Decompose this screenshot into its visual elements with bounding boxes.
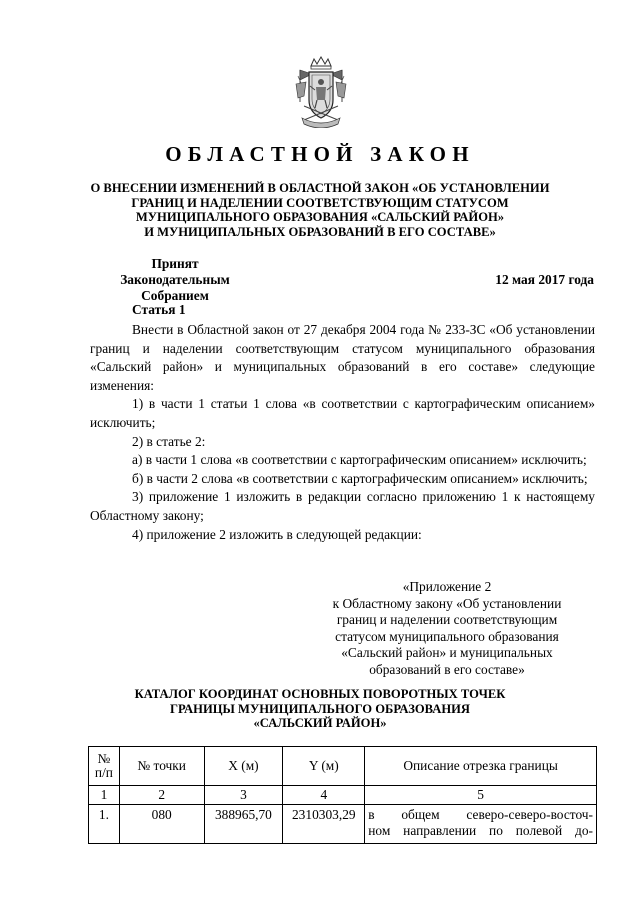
appendix-line: к Областному закону «Об установлении [332, 595, 562, 611]
subject-line: И МУНИЦИПАЛЬНЫХ ОБРАЗОВАНИЙ В ЕГО СОСТАВЕ» [144, 224, 496, 239]
row-point: 080 [119, 805, 204, 844]
paragraph: Внести в Областной закон от 27 декабря 2004 года № 233-ЗС «Об установлении границ и наделении соответствующим статусом муниципального образования «Сальский район» и муниципальных образований в его составе» следующие изменения: [90, 322, 595, 393]
column-number: 2 [119, 786, 204, 805]
table-header-row [89, 747, 597, 786]
row-x: 388965,70 [204, 805, 283, 844]
adopted-by [90, 256, 260, 304]
paragraph: 4) приложение 2 изложить в следующей редакции: [132, 526, 422, 542]
subject-line: МУНИЦИПАЛЬНОГО ОБРАЗОВАНИЯ «САЛЬСКИЙ РАЙОН» [135, 210, 505, 225]
appendix-caption [312, 579, 582, 679]
catalog-line: КАТАЛОГ КООРДИНАТ ОСНОВНЫХ ПОВОРОТНЫХ ТОЧЕК [134, 687, 506, 701]
appendix-line: границ и наделении соответствующим [336, 612, 558, 628]
coat-of-arms-icon [294, 56, 348, 128]
law-title: ОБЛАСТНОЙ ЗАКОН [165, 142, 475, 166]
appendix-line: «Сальский район» и муниципальных [341, 645, 553, 661]
header-num [89, 747, 120, 786]
row-y: 2310303,29 [283, 805, 365, 844]
article-body [90, 321, 595, 544]
header-y: Y (м) [283, 747, 365, 786]
appendix-line: образований в его составе» [369, 661, 525, 677]
catalog-line: «САЛЬСКИЙ РАЙОН» [253, 716, 387, 731]
description-line: в общем северо-северо-восточ- [368, 807, 593, 822]
adopted-body: Законодательным Собранием [120, 272, 230, 303]
table-row [89, 805, 597, 844]
header-description: Описание отрезка границы [365, 747, 597, 786]
appendix-line: «Приложение 2 [402, 579, 492, 594]
adopted-label: Принят [151, 256, 199, 271]
paragraph: б) в части 2 слова «в соответствии с картографическим описанием» исключить; [132, 470, 588, 486]
subject-line: О ВНЕСЕНИИ ИЗМЕНЕНИЙ В ОБЛАСТНОЙ ЗАКОН «ОБ УСТАНОВЛЕНИИ [90, 181, 550, 195]
catalog-title [130, 687, 510, 731]
table-column-numbers-row [89, 786, 597, 805]
column-number: 1 [89, 786, 120, 805]
coordinates-table [88, 746, 597, 844]
law-subject [88, 181, 552, 239]
paragraph: 3) приложение 1 изложить в редакции согласно приложению 1 к настоящему Областному закону; [90, 489, 595, 523]
row-num: 1. [89, 805, 120, 844]
header-x: X (м) [204, 747, 283, 786]
description-line: ном направлении по полевой до- [368, 823, 593, 838]
header-point: № точки [119, 747, 204, 786]
paragraph: 2) в статье 2: [132, 433, 206, 449]
catalog-line: ГРАНИЦЫ МУНИЦИПАЛЬНОГО ОБРАЗОВАНИЯ [169, 701, 471, 716]
subject-line: ГРАНИЦ И НАДЕЛЕНИИ СООТВЕТСТВУЮЩИМ СТАТУСОМ [131, 195, 509, 210]
appendix-line: статусом муниципального образования [335, 628, 559, 644]
column-number: 4 [283, 786, 365, 805]
paragraph: 1) в части 1 статьи 1 слова «в соответствии с картографическим описанием» исключить; [90, 396, 595, 430]
article-heading: Статья 1 [132, 302, 186, 317]
header-num-abbr: п/п [94, 765, 113, 780]
row-description [365, 805, 597, 844]
header-num-symbol: № [97, 751, 111, 766]
adoption-date: 12 мая 2017 года [495, 272, 594, 287]
paragraph: а) в части 1 слова «в соответствии с картографическим описанием» исключить; [132, 452, 587, 468]
column-number: 3 [204, 786, 283, 805]
column-number: 5 [365, 786, 597, 805]
